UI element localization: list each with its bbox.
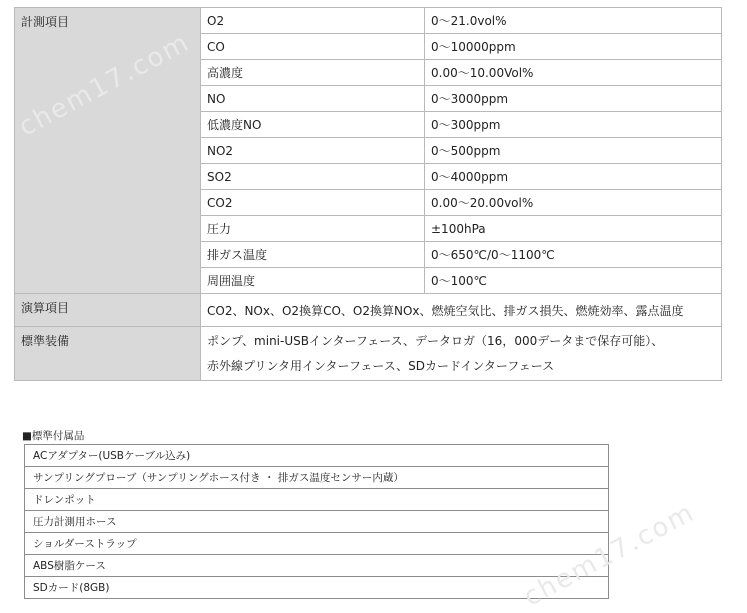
- accessory-item: ABS樹脂ケース: [25, 555, 609, 577]
- std-value: [201, 327, 722, 381]
- measure-item: 高濃度: [201, 60, 425, 86]
- accessories-table: [24, 444, 609, 599]
- measure-range: ±100hPa: [425, 216, 722, 242]
- spec-table: [14, 7, 722, 381]
- measure-range: 0.00～20.00vol%: [425, 190, 722, 216]
- watermark-bottom: chem17.com: [519, 497, 700, 613]
- std-label: 標準装備: [15, 327, 201, 381]
- accessory-item: ドレンポット: [25, 489, 609, 511]
- accessory-row: [25, 489, 609, 511]
- watermark-top: chem17.com: [14, 27, 195, 143]
- measure-item: NO: [201, 86, 425, 112]
- accessory-item: サンプリングプローブ（サンプリングホース付き ・ 排ガス温度センサー内蔵）: [25, 467, 609, 489]
- measure-range: 0～21.0vol%: [425, 8, 722, 34]
- measure-label: 計測項目: [15, 8, 201, 294]
- accessory-row: [25, 533, 609, 555]
- calc-row: [15, 294, 722, 327]
- measure-range: 0～300ppm: [425, 112, 722, 138]
- accessory-row: [25, 555, 609, 577]
- spec-row: [15, 8, 722, 34]
- measure-item: SO2: [201, 164, 425, 190]
- std-line-1: ポンプ、mini-USBインターフェース、データロガ（16，000データまで保存可能）、: [207, 333, 664, 348]
- std-row: [15, 327, 722, 381]
- measure-range: 0～4000ppm: [425, 164, 722, 190]
- accessory-row: [25, 467, 609, 489]
- accessory-row: [25, 577, 609, 599]
- accessory-item: 圧力計測用ホース: [25, 511, 609, 533]
- calc-value: CO2、NOx、O2換算CO、O2換算NOx、燃焼空気比、排ガス損失、燃焼効率、露点温度: [201, 294, 722, 327]
- measure-item: 低濃度NO: [201, 112, 425, 138]
- measure-range: 0～3000ppm: [425, 86, 722, 112]
- measure-item: NO2: [201, 138, 425, 164]
- accessory-row: [25, 511, 609, 533]
- accessories-title: ■標準付属品: [22, 430, 85, 442]
- measure-item: CO2: [201, 190, 425, 216]
- std-line-2: 赤外線プリンタ用インターフェース、SDカードインターフェース: [207, 358, 555, 373]
- calc-label: 演算項目: [15, 294, 201, 327]
- measure-item: 圧力: [201, 216, 425, 242]
- measure-range: 0～100℃: [425, 268, 722, 294]
- measure-range: 0～10000ppm: [425, 34, 722, 60]
- measure-range: 0～650℃/0～1100℃: [425, 242, 722, 268]
- measure-range: 0～500ppm: [425, 138, 722, 164]
- accessory-item: ショルダーストラップ: [25, 533, 609, 555]
- measure-item: CO: [201, 34, 425, 60]
- measure-range: 0.00～10.00Vol%: [425, 60, 722, 86]
- measure-item: 周囲温度: [201, 268, 425, 294]
- measure-item: 排ガス温度: [201, 242, 425, 268]
- accessory-item: SDカード(8GB): [25, 577, 609, 599]
- accessory-row: [25, 445, 609, 467]
- accessory-item: ACアダプター(USBケーブル込み): [25, 445, 609, 467]
- measure-item: O2: [201, 8, 425, 34]
